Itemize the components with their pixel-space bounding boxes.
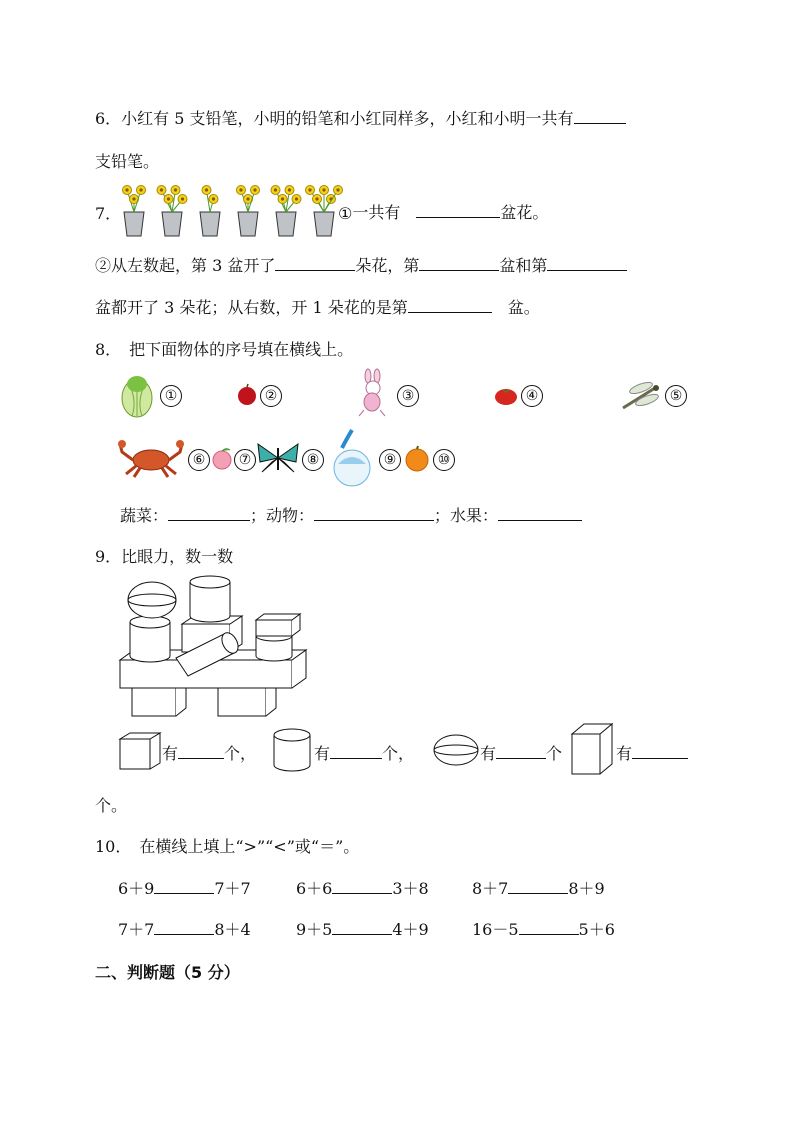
q10-row-2c [472,917,615,940]
flower-center [295,197,298,200]
q10-row-2b [296,917,429,940]
q7-text-1b: 盆花。 [500,203,549,222]
flower-pots-illustration [118,180,338,240]
compare-blank[interactable] [332,920,392,935]
q10-row-1c [472,876,605,899]
flower-center [336,188,339,191]
cabbage-icon [118,372,156,418]
q9-blank-row-4 [616,741,688,764]
flower-center [132,197,135,200]
flower-center [239,188,242,191]
compare-blank[interactable] [332,879,392,894]
q7-marker-2: ② [95,256,112,275]
q7-text-3b: 盆。 [507,298,540,317]
section-2-title: 二、判断题（5 分） [95,963,240,982]
flower-center [125,188,128,191]
animal-blank[interactable] [314,506,434,521]
label-8: ⑧ [302,449,324,471]
label-7: ⑦ [234,449,256,471]
q10-title: 10． 在横线上填上“>”“<”或“＝”。 [95,837,360,856]
you-4: 有 [616,744,633,763]
expr: 16－5 [472,920,519,939]
expr: 6＋9 [118,879,155,898]
flower-center [205,188,208,191]
q10-row-1b [296,876,429,899]
dragonfly-icon [619,380,663,412]
flower-center [315,197,318,200]
cuboid-blank[interactable] [632,744,688,759]
expr: 4＋9 [392,920,429,939]
q9-last: 个。 [95,796,128,815]
orange-icon [403,446,431,472]
crab-icon [118,438,184,478]
q8-answers [120,503,582,526]
expr: 8＋7 [472,879,509,898]
q6-text-2: 支铅笔。 [95,152,160,171]
q7-text-3a: 盆都开了 3 朵花；从右数，开 1 朵花的是第 [95,298,408,317]
expr: 8＋4 [214,920,251,939]
you-1: 有 [162,744,179,763]
q9-blank-row-2 [314,741,414,764]
flower-center [246,197,249,200]
ge-3: 个 [546,744,563,763]
q7-part1 [338,200,548,224]
cylinder-blank[interactable] [330,744,382,759]
apple-icon [236,384,258,406]
flower-center [212,197,215,200]
q8-title: 8． 把下面物体的序号填在横线上。 [95,340,354,359]
expr: 6＋6 [296,879,333,898]
q7-line3 [95,295,540,318]
peach-icon [210,447,234,471]
expr: 9＋5 [296,920,333,939]
label-5: ⑤ [665,385,687,407]
you-2: 有 [314,744,331,763]
flower-center [281,197,284,200]
expr: 7＋7 [214,879,251,898]
shapes-stack-figure [116,572,311,720]
q7-blank-1[interactable] [416,203,500,218]
flower-center [274,188,277,191]
flower-pot [276,212,296,236]
cube-blank[interactable] [178,744,224,759]
label-6: ⑥ [188,449,210,471]
flower-center [288,188,291,191]
label-4: ④ [521,385,543,407]
cube-icon [118,731,162,771]
q7-text-2a: 从左数起，第 3 盆开了 [111,256,276,275]
q7-text-2b: 朵花，第 [355,256,420,275]
q6-line1 [95,106,626,129]
label-2: ② [260,385,282,407]
flower-pot [162,212,182,236]
cuboid-icon [570,722,614,776]
compare-blank[interactable] [154,920,214,935]
flower-center [167,197,170,200]
veg-blank[interactable] [168,506,250,521]
flower-pot [124,212,144,236]
animal-label: ；动物： [250,506,315,525]
q6-blank[interactable] [574,109,626,124]
compare-blank[interactable] [508,879,568,894]
q7-blank-3[interactable] [419,256,499,271]
flower-center [308,188,311,191]
butterfly-icon [256,440,300,476]
flower-center [160,188,163,191]
fruit-blank[interactable] [498,506,582,521]
compare-blank[interactable] [519,920,579,935]
q7-blank-5[interactable] [408,298,492,313]
compare-blank[interactable] [154,879,214,894]
expr: 5＋6 [578,920,615,939]
q10-row-2 [118,917,251,940]
you-3: 有 [480,744,497,763]
ge-2: 个， [382,744,415,763]
flower-center [174,188,177,191]
q7-text-2c: 盆和第 [499,256,548,275]
expr: 8＋9 [568,879,605,898]
rabbit-icon [355,370,391,418]
label-10: ⑩ [433,449,455,471]
q7-marker-1: ① [338,203,353,223]
q10-row-1 [118,876,251,899]
q9-blank-row-3 [480,741,562,764]
flower-center [181,197,184,200]
tomato-icon [494,384,518,406]
q6-text: 6．小红有 5 支铅笔，小明的铅笔和小红同样多，小红和小明一共有 [95,109,574,128]
cylinder-icon [270,727,314,773]
flower-center [322,188,325,191]
sphere-icon [432,733,480,767]
q9-blank-row [162,741,256,764]
q9-title: 9．比眼力，数一数 [95,547,234,566]
veg-label: 蔬菜： [120,506,169,525]
pear-icon [328,428,376,488]
label-3: ③ [397,385,419,407]
flower-pot [314,212,334,236]
sphere-blank[interactable] [496,744,546,759]
q7-num: 7． [95,204,122,223]
label-1: ① [160,385,182,407]
ge-1: 个， [224,744,257,763]
label-9: ⑨ [379,449,401,471]
q7-part2 [95,253,627,276]
q7-blank-2[interactable] [275,256,355,271]
q7-blank-4[interactable] [547,256,627,271]
q7-text-1a: 一共有 [352,203,401,222]
expr: 3＋8 [392,879,429,898]
flower-pot [200,212,220,236]
flower-pot [238,212,258,236]
flower-center [139,188,142,191]
fruit-label: ；水果： [434,506,499,525]
q6-line2 [95,149,159,172]
flower-center [253,188,256,191]
expr: 7＋7 [118,920,155,939]
